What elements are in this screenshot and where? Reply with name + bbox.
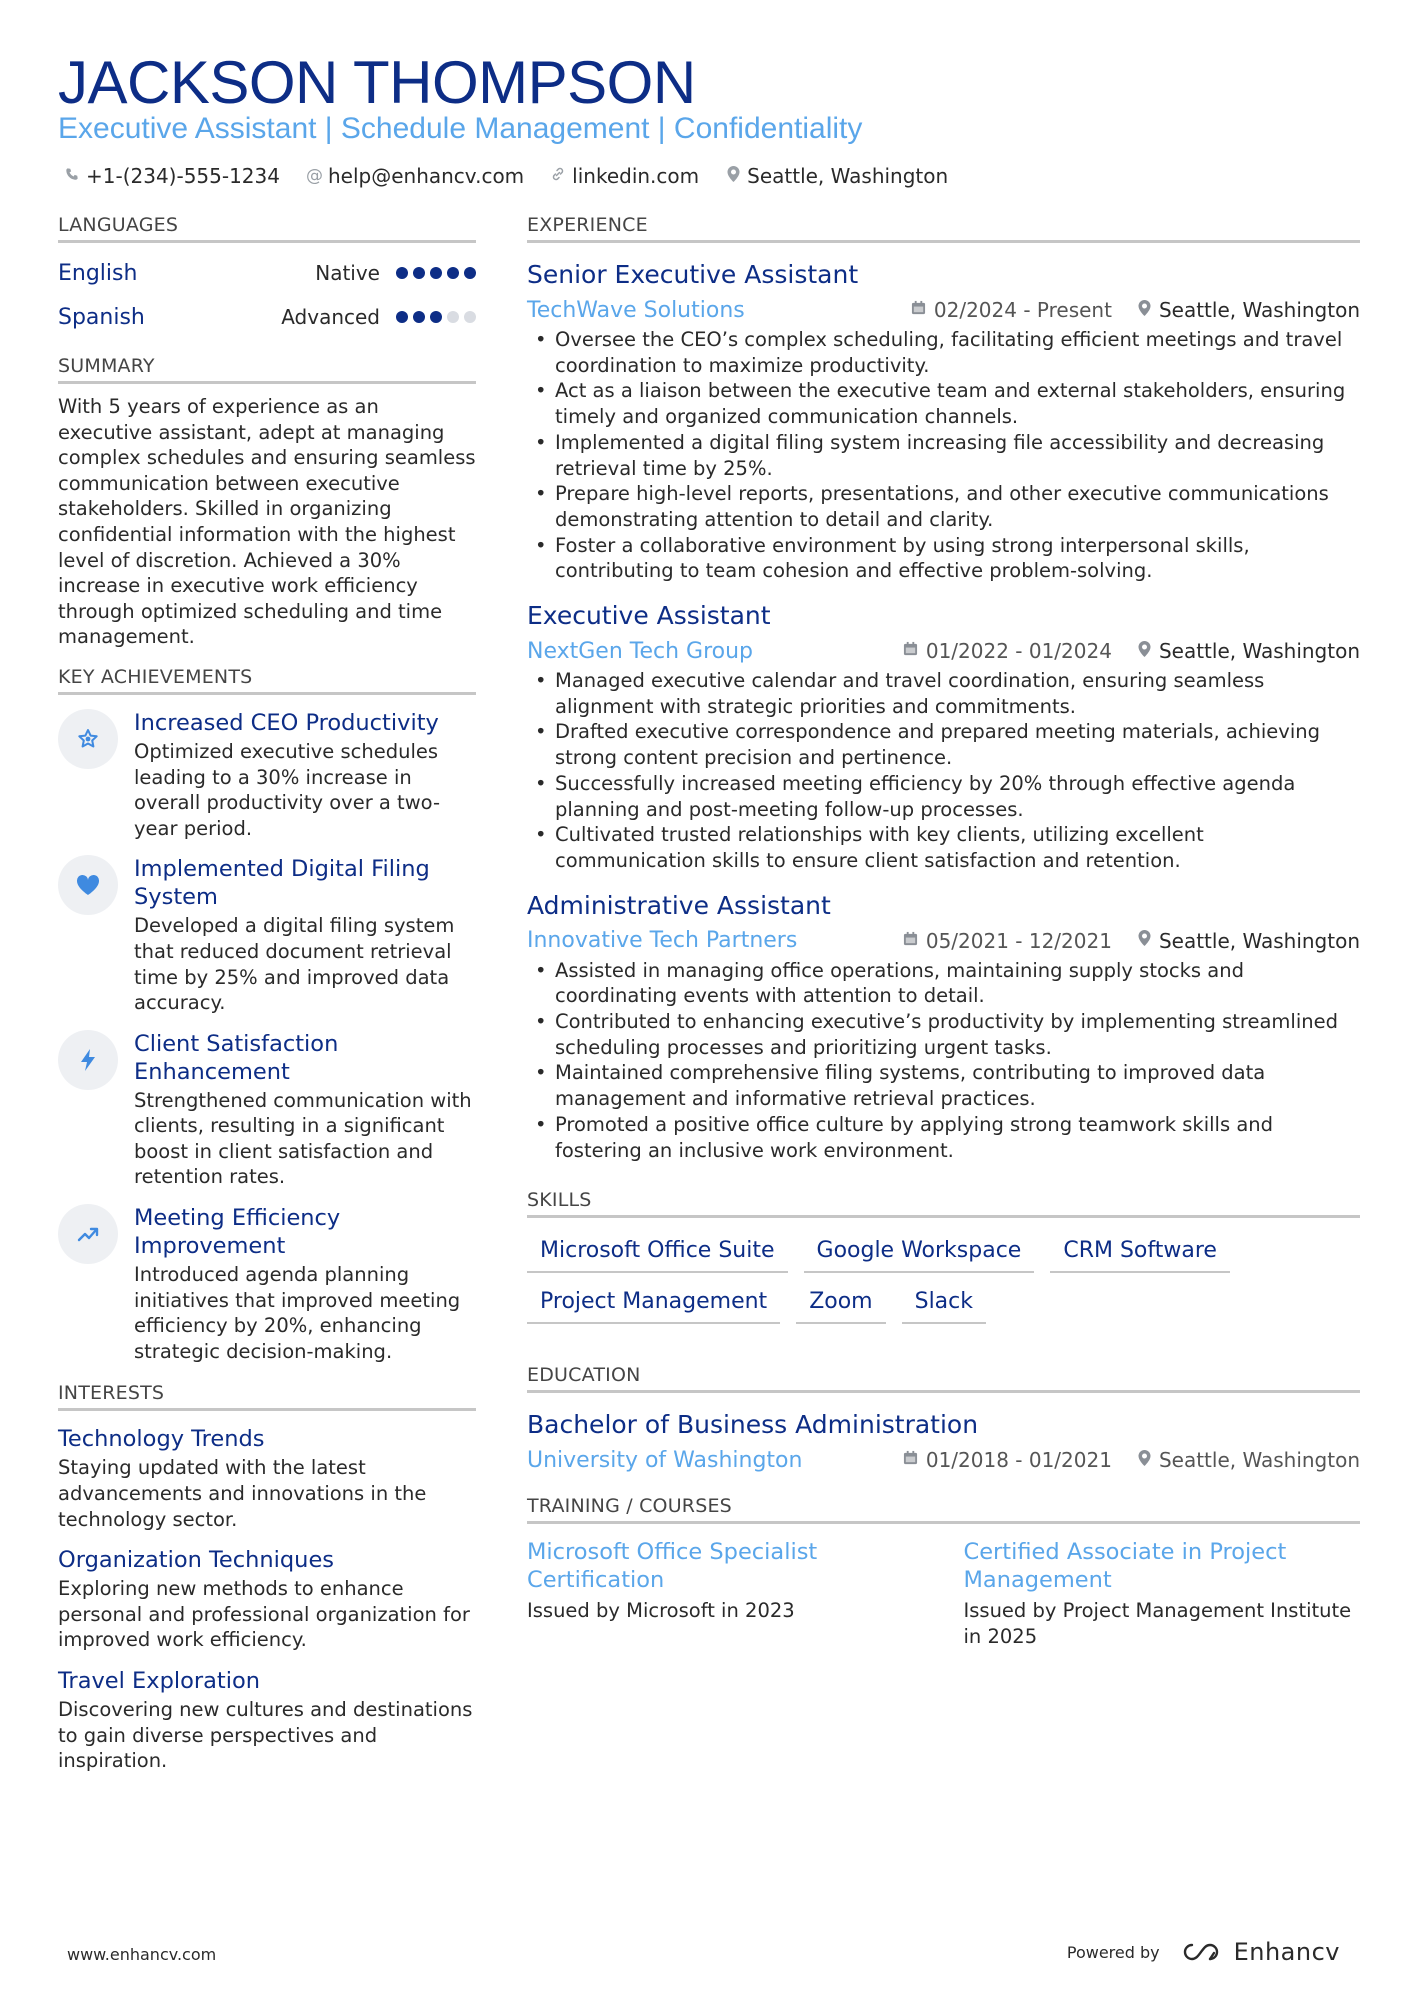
achievement-item xyxy=(58,1204,476,1364)
job-bullet: • Promoted a positive office culture by applying strong teamwork skills and fostering an inclusive work environment. xyxy=(527,1112,1360,1163)
experience-item xyxy=(527,890,1360,1164)
school-name: University of Washington xyxy=(527,1447,803,1473)
job-bullets xyxy=(527,327,1360,584)
calendar-icon xyxy=(911,300,926,320)
job-title: Senior Executive Assistant xyxy=(527,260,859,289)
education-dates xyxy=(903,1448,1112,1472)
job-bullet: • Act as a liaison between the executive team and external stakeholders, ensuring timely and organized communication channels. xyxy=(527,378,1360,429)
job-bullet: • Contributed to enhancing executive’s productivity by implementing streamlined scheduling processes and prioritizing urgent tasks. xyxy=(527,1009,1360,1060)
training-list xyxy=(527,1538,1360,1649)
summary-heading: SUMMARY xyxy=(58,355,476,384)
education-dates-text: 01/2018 - 01/2021 xyxy=(925,1448,1112,1473)
contact-phone[interactable] xyxy=(64,164,280,188)
course-desc: Issued by Microsoft in 2023 xyxy=(527,1599,795,1623)
job-bullet: • Maintained comprehensive filing systems, contributing to improved data management and informative retrieval practices. xyxy=(527,1060,1360,1111)
degree-title: Bachelor of Business Administration xyxy=(527,1410,979,1440)
achievement-desc: Strengthened communication with clients, resulting in a significant boost in client satisfaction and retention rates. xyxy=(134,1088,472,1189)
job-meta xyxy=(527,926,1360,956)
trend-arrow-icon xyxy=(58,1204,118,1264)
job-dates-text: 01/2022 - 01/2024 xyxy=(925,639,1112,664)
job-dates-text: 05/2021 - 12/2021 xyxy=(925,928,1112,953)
interest-item xyxy=(58,1425,476,1532)
interest-item xyxy=(58,1667,476,1774)
achievement-desc: Optimized executive schedules leading to a 30% increase in overall productivity over a two-year period. xyxy=(134,739,440,840)
job-bullet: • Prepare high-level reports, presentations, and other executive communications demonstrating attention to detail and clarity. xyxy=(527,481,1360,532)
left-column xyxy=(58,214,476,1774)
calendar-icon xyxy=(903,641,918,661)
right-column xyxy=(527,214,1360,1649)
job-dates xyxy=(903,639,1112,663)
job-meta xyxy=(527,295,1360,325)
education-location xyxy=(1138,1448,1360,1472)
achievements-list xyxy=(58,709,476,1365)
job-bullet: • Foster a collaborative environment by using strong interpersonal skills, contributing to team cohesion and effective problem-solving. xyxy=(527,533,1360,584)
achievement-title: Meeting Efficiency Improvement xyxy=(134,1205,341,1260)
skill-tag: Project Management xyxy=(527,1287,780,1324)
job-location xyxy=(1138,298,1360,322)
skills-heading: SKILLS xyxy=(527,1189,1360,1218)
language-item xyxy=(58,295,476,339)
location-pin-icon xyxy=(1138,300,1151,321)
job-bullet: • Oversee the CEO’s complex scheduling, facilitating efficient meetings and travel coordination to maximize productivity. xyxy=(527,327,1360,378)
star-icon xyxy=(58,709,118,769)
interest-title: Organization Techniques xyxy=(58,1547,335,1574)
job-location-text: Seattle, Washington xyxy=(1158,639,1360,664)
company-name: TechWave Solutions xyxy=(527,297,745,323)
job-title: Executive Assistant xyxy=(527,601,771,631)
interest-desc: Discovering new cultures and destinations to gain diverse perspectives and inspiration. xyxy=(58,1698,473,1773)
job-dates xyxy=(903,929,1112,953)
education-heading: EDUCATION xyxy=(527,1364,1360,1393)
contact-location xyxy=(725,164,948,188)
language-name: Spanish xyxy=(58,304,145,330)
footer-branding xyxy=(1067,1938,1340,1966)
education-meta xyxy=(527,1445,1360,1475)
rating-dot-filled xyxy=(464,267,476,279)
job-bullet: • Successfully increased meeting efficiency by 20% through effective agenda planning and post-meeting follow-up processes. xyxy=(527,771,1360,822)
lightning-icon xyxy=(58,1030,118,1090)
candidate-headline: Executive Assistant | Schedule Management | Confidentiality xyxy=(58,112,863,145)
training-heading: TRAINING / COURSES xyxy=(527,1495,1360,1524)
achievement-title: Increased CEO Productivity xyxy=(134,709,439,736)
achievement-title: Client Satisfaction Enhancement xyxy=(134,1030,339,1085)
contact-phone-text: +1-(234)-555-1234 xyxy=(86,164,280,188)
course-item xyxy=(964,1538,1361,1649)
company-name: Innovative Tech Partners xyxy=(527,928,798,954)
interest-title: Travel Exploration xyxy=(58,1668,261,1694)
language-level: Native xyxy=(315,261,380,285)
rating-dot-filled xyxy=(413,267,425,279)
contact-linkedin-text: linkedin.com xyxy=(572,164,700,188)
rating-dot-empty xyxy=(447,311,459,323)
location-pin-icon xyxy=(1138,930,1151,951)
interest-item xyxy=(58,1546,476,1653)
education-item xyxy=(527,1409,1360,1475)
location-pin-icon xyxy=(1138,641,1151,662)
calendar-icon xyxy=(903,931,918,951)
rating-dot-filled xyxy=(430,267,442,279)
experience-heading: EXPERIENCE xyxy=(527,214,1360,243)
skill-tag: Google Workspace xyxy=(804,1236,1035,1273)
rating-dot-filled xyxy=(413,311,425,323)
summary-text: With 5 years of experience as an executive assistant, adept at managing complex schedules and ensuring seamless communication between executive stakeholders. Skilled in organizing confidential information with the highest level of discretion. Achieved a 30% increase in executive work efficiency through optimized scheduling and time management. xyxy=(58,395,476,649)
contact-linkedin[interactable] xyxy=(550,164,699,188)
enhancv-logo-text: Enhancv xyxy=(1233,1938,1340,1966)
enhancv-logo[interactable] xyxy=(1178,1938,1340,1966)
achievement-item xyxy=(58,1030,476,1190)
language-item xyxy=(58,251,476,295)
languages-list xyxy=(58,251,476,339)
course-item xyxy=(527,1538,924,1649)
languages-heading: LANGUAGES xyxy=(58,214,476,243)
job-bullet: • Drafted executive correspondence and prepared meeting materials, achieving strong content precision and pertinence. xyxy=(527,719,1360,770)
job-location-text: Seattle, Washington xyxy=(1158,298,1360,322)
enhancv-logo-icon xyxy=(1178,1941,1224,1963)
course-desc: Issued by Project Management Institute in 2025 xyxy=(963,1599,1352,1648)
job-bullet: • Managed executive calendar and travel coordination, ensuring seamless alignment with strategic priorities and commitments. xyxy=(527,668,1360,719)
phone-icon xyxy=(64,166,80,186)
rating-dot-filled xyxy=(430,311,442,323)
heart-icon xyxy=(58,855,118,915)
interests-heading: INTERESTS xyxy=(58,1382,476,1411)
job-bullets xyxy=(527,668,1360,874)
education-location-text: Seattle, Washington xyxy=(1158,1448,1360,1473)
location-pin-icon xyxy=(1138,1450,1151,1471)
job-dates-text: 02/2024 - Present xyxy=(933,298,1112,322)
powered-by-text: Powered by xyxy=(1066,1942,1160,1962)
skill-tag: Microsoft Office Suite xyxy=(527,1236,788,1273)
job-location xyxy=(1138,929,1360,953)
achievement-desc: Developed a digital filing system that reduced document retrieval time by 25% and improved data accuracy. xyxy=(134,914,455,1015)
skills-list xyxy=(527,1236,1360,1324)
interest-desc: Exploring new methods to enhance personal and professional organization for improved work efficiency. xyxy=(58,1577,470,1652)
language-name: English xyxy=(58,260,138,286)
candidate-name: JACKSON THOMPSON xyxy=(58,49,696,116)
rating-dot-filled xyxy=(396,311,408,323)
contact-email-text: help@enhancv.com xyxy=(327,164,525,188)
link-icon xyxy=(550,166,566,187)
achievements-heading: KEY ACHIEVEMENTS xyxy=(58,666,476,695)
job-dates xyxy=(911,298,1112,322)
skill-tag: Slack xyxy=(902,1287,986,1324)
achievement-desc: Introduced agenda planning initiatives that improved meeting efficiency by 20%, enhancing strategic decision-making. xyxy=(134,1263,461,1363)
job-bullet: • Implemented a digital filing system increasing file accessibility and decreasing retrieval time by 25%. xyxy=(527,430,1360,481)
job-bullet: • Assisted in managing office operations, maintaining supply stocks and coordinating events with attention to detail. xyxy=(527,958,1360,1009)
rating-dot-filled xyxy=(396,267,408,279)
language-rating xyxy=(396,311,476,323)
job-location-text: Seattle, Washington xyxy=(1158,928,1360,953)
achievement-item xyxy=(58,709,476,841)
achievement-item xyxy=(58,855,476,1015)
interest-desc: Staying updated with the latest advancements and innovations in the technology sector. xyxy=(58,1456,427,1531)
rating-dot-filled xyxy=(447,267,459,279)
achievement-title: Implemented Digital Filing System xyxy=(134,856,430,911)
language-rating xyxy=(396,267,476,279)
footer-website[interactable]: www.enhancv.com xyxy=(67,1945,217,1964)
job-location xyxy=(1138,639,1360,663)
job-title: Administrative Assistant xyxy=(527,890,831,920)
course-title: Microsoft Office Specialist Certification xyxy=(527,1539,818,1594)
course-title: Certified Associate in Project Management xyxy=(963,1539,1287,1594)
contact-email[interactable] xyxy=(306,164,524,188)
experience-item xyxy=(527,600,1360,874)
interests-list xyxy=(58,1425,476,1773)
experience-item xyxy=(527,259,1360,584)
rating-dot-empty xyxy=(464,311,476,323)
job-bullets xyxy=(527,958,1360,1164)
skill-tag: Zoom xyxy=(796,1287,885,1324)
contact-bar xyxy=(64,164,948,188)
job-bullet: • Cultivated trusted relationships with key clients, utilizing excellent communication skills to ensure client satisfaction and retention. xyxy=(527,822,1360,873)
interest-title: Technology Trends xyxy=(58,1426,265,1453)
contact-location-text: Seattle, Washington xyxy=(747,164,949,188)
calendar-icon xyxy=(903,1450,918,1470)
language-level: Advanced xyxy=(281,305,380,329)
location-pin-icon xyxy=(725,166,741,187)
skill-tag: CRM Software xyxy=(1050,1236,1230,1273)
at-icon: @ xyxy=(305,166,323,186)
job-meta xyxy=(527,636,1360,666)
company-name: NextGen Tech Group xyxy=(527,638,754,664)
